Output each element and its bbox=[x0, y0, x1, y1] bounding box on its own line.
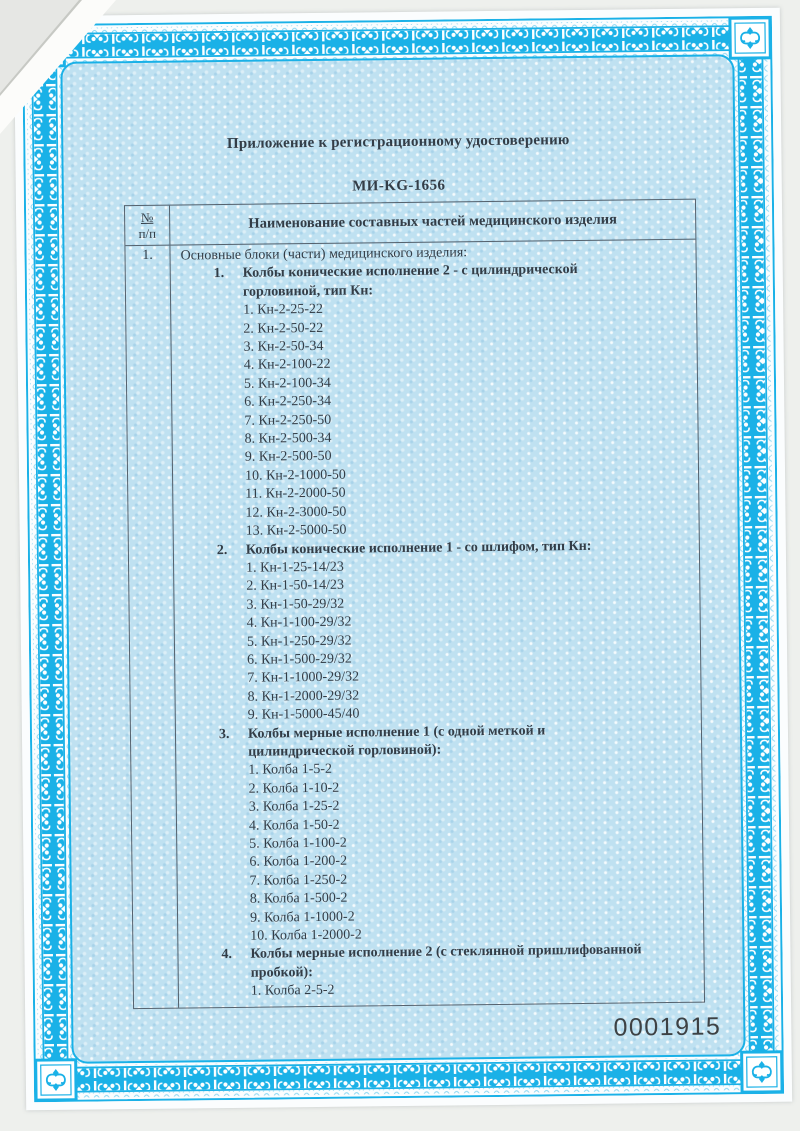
component-item: 6. Колба 1-200-2 bbox=[249, 854, 348, 871]
component-item: 5. Кн-2-100-34 bbox=[243, 375, 331, 392]
table-body-row bbox=[125, 240, 704, 1008]
section-title-line: цилиндрической горловиной): bbox=[248, 742, 442, 760]
component-item: 7. Кн-1-1000-29/32 bbox=[247, 669, 360, 687]
component-item: 8. Колба 1-500-2 bbox=[249, 890, 348, 907]
column-header-name: Наименование составных частей медицинского изделия bbox=[248, 211, 618, 232]
component-item: 1. Колба 1-5-2 bbox=[248, 762, 333, 779]
component-item: 9. Колба 1-1000-2 bbox=[249, 909, 355, 926]
component-item: 3. Кн-2-50-34 bbox=[243, 338, 324, 355]
section-body bbox=[250, 941, 698, 1001]
section-body bbox=[248, 720, 697, 946]
component-item: 13. Кн-2-5000-50 bbox=[245, 522, 347, 539]
section bbox=[217, 536, 695, 725]
section bbox=[214, 260, 693, 541]
section bbox=[221, 941, 698, 1002]
no-pp: п/п bbox=[138, 225, 157, 241]
table-header-row bbox=[125, 200, 695, 246]
row-intro-text: Основные блоки (части) медицинского изделия: bbox=[180, 245, 468, 264]
component-item: 1. Кн-1-25-14/23 bbox=[246, 559, 344, 576]
component-item: 5. Колба 1-100-2 bbox=[249, 835, 347, 852]
component-item: 4. Колба 1-50-2 bbox=[248, 817, 340, 834]
serial-number: 0001915 bbox=[613, 1012, 722, 1042]
certificate-page bbox=[14, 8, 792, 1111]
section-title-line: Колбы конические исполнение 1 - со шлифом, тип Кн: bbox=[245, 538, 592, 558]
component-item: 11. Кн-2-2000-50 bbox=[245, 485, 346, 503]
row-content-cell bbox=[170, 240, 704, 1008]
section-title-line: горловиной, тип Кн: bbox=[242, 283, 374, 300]
component-item: 8. Кн-2-500-34 bbox=[244, 430, 332, 447]
section-number: 1. bbox=[213, 266, 225, 282]
component-item: 8. Кн-1-2000-29/32 bbox=[247, 688, 360, 705]
component-item: 7. Колба 1-250-2 bbox=[249, 872, 348, 889]
section bbox=[219, 720, 697, 946]
component-item: 5. Кн-1-250-29/32 bbox=[246, 633, 352, 650]
component-item: 10. Кн-2-1000-50 bbox=[244, 467, 346, 484]
component-item: 3. Кн-1-50-29/32 bbox=[246, 596, 345, 613]
component-item: 6. Кн-1-500-29/32 bbox=[247, 651, 352, 668]
section-title-line: Колбы конические исполнение 2 - с цилиндрической bbox=[242, 262, 578, 282]
section-body bbox=[246, 536, 695, 725]
component-item: 2. Кн-1-50-14/23 bbox=[246, 577, 345, 595]
component-item: 9. Кн-1-5000-45/40 bbox=[247, 706, 360, 723]
section-number: 3. bbox=[218, 726, 230, 742]
component-item: 1. Колба 2-5-2 bbox=[250, 983, 335, 1000]
document-title: Приложение к регистрационному удостоверению bbox=[226, 132, 570, 152]
section-title-line: Колбы мерные исполнение 2 (с стеклянной пришлифованной bbox=[250, 942, 642, 963]
sections-list bbox=[214, 260, 698, 1002]
section-title-line: пробкой): bbox=[250, 964, 313, 981]
component-item: 2. Колба 1-10-2 bbox=[248, 780, 340, 797]
component-item: 9. Кн-2-500-50 bbox=[244, 449, 332, 466]
component-item: 12. Кн-2-3000-50 bbox=[245, 504, 347, 521]
components-table bbox=[124, 199, 705, 1009]
section-number: 4. bbox=[221, 947, 233, 963]
row-number-cell: 1. bbox=[125, 246, 179, 1008]
component-item: 7. Кн-2-250-50 bbox=[244, 412, 332, 429]
component-item: 4. Кн-1-100-29/32 bbox=[246, 614, 352, 631]
component-item: 3. Колба 1-25-2 bbox=[248, 798, 340, 815]
component-item: 1. Кн-2-25-22 bbox=[243, 302, 324, 319]
registry-number: МИ-KG-1656 bbox=[352, 177, 446, 195]
component-item: 4. Кн-2-100-22 bbox=[243, 357, 331, 374]
component-item: 2. Кн-2-50-22 bbox=[243, 320, 324, 337]
no-symbol: № bbox=[140, 209, 154, 225]
component-item: 10. Колба 1-2000-2 bbox=[250, 927, 362, 944]
component-item: 6. Кн-2-250-34 bbox=[244, 394, 332, 411]
section-body bbox=[243, 260, 693, 541]
section-number: 2. bbox=[216, 542, 228, 558]
section-title-line: Колбы мерные исполнение 1 (с одной меткой и bbox=[247, 722, 546, 742]
column-header-no bbox=[125, 206, 170, 246]
